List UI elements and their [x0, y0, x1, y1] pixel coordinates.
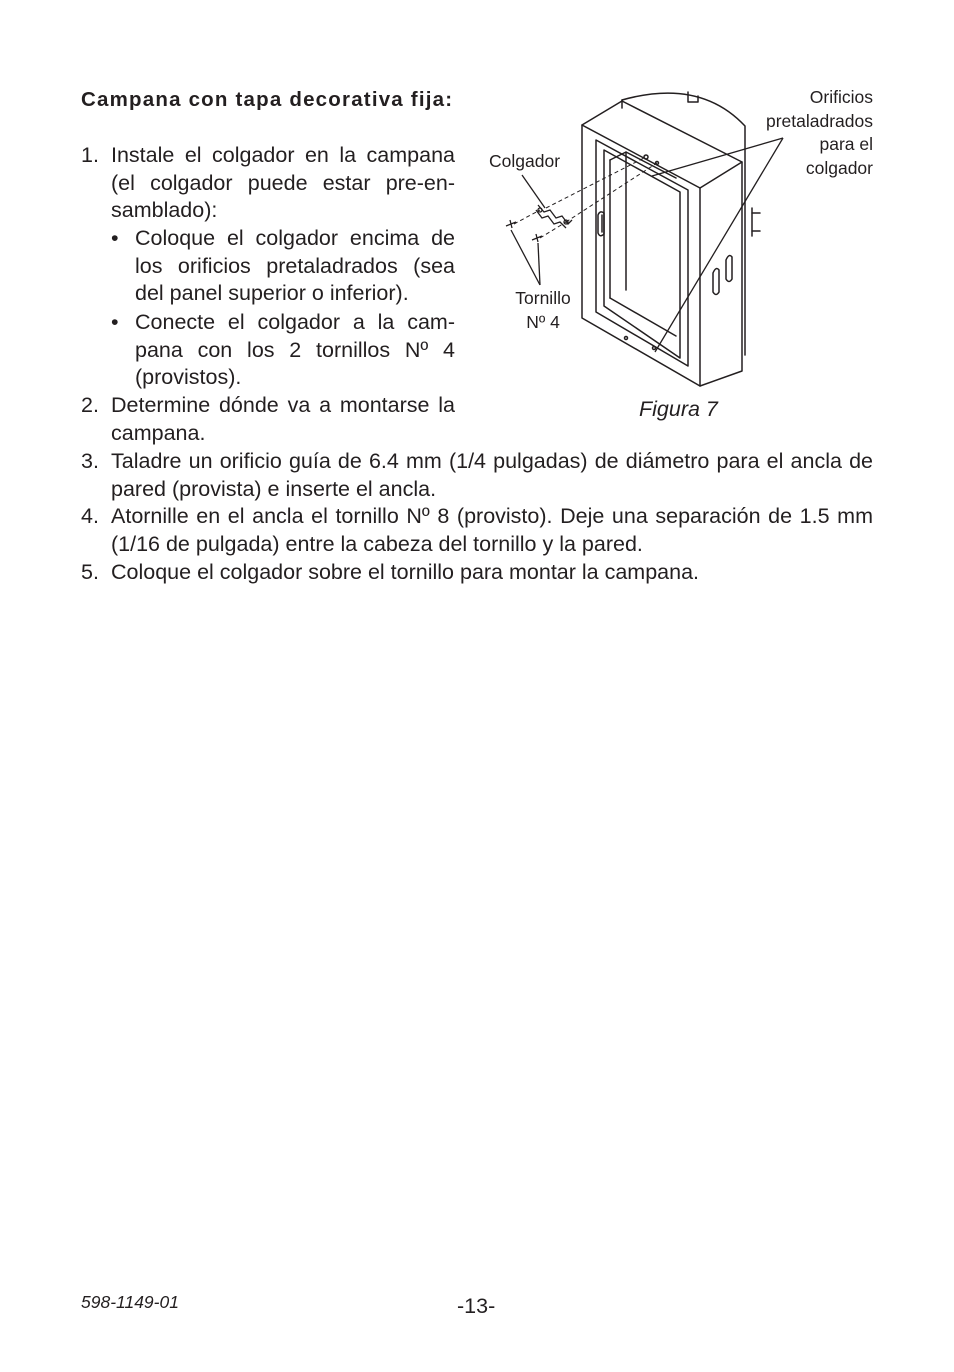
- step-text: Instale el colgador en la campana (el colgador puede estar pre-en-samblado):: [111, 143, 455, 223]
- bullet-icon: •: [111, 226, 119, 250]
- holes-label: [745, 86, 873, 180]
- step-text: Atornille en el ancla el tornillo Nº 8 (provisto). Deje una separación de 1.5 mm (1/16 de pulgada) entre la cabeza del tornillo y la pared.: [111, 504, 873, 556]
- step-number: 3.: [81, 449, 99, 473]
- screw-label: [511, 287, 575, 334]
- section-heading: Campana con tapa decorativa fija:: [81, 88, 454, 111]
- bullet-icon: •: [111, 310, 119, 334]
- hanger-label: Colgador: [489, 151, 561, 171]
- step-number: 4.: [81, 504, 99, 528]
- holes-label-line: para el: [819, 134, 873, 154]
- figure-caption: Figura 7: [639, 397, 718, 421]
- step-number: 1.: [81, 143, 99, 167]
- step-text: Determine dónde va a montarse la campana.: [111, 393, 455, 445]
- page-number: -13-: [457, 1294, 496, 1318]
- step-text: Coloque el colgador sobre el tornillo para montar la campana.: [111, 560, 700, 584]
- holes-label-line: Orificios: [809, 87, 873, 107]
- step-text: Taladre un orificio guía de 6.4 mm (1/4 pulgadas) de diámetro para el ancla de pared (provista) e inserte el ancla.: [111, 449, 873, 501]
- screw-label-line: Nº 4: [526, 311, 560, 332]
- substep-text: Conecte el colgador a la cam-pana con los 2 tornillos Nº 4 (provistos).: [135, 310, 455, 390]
- holes-label-line: pretaladrados: [765, 110, 873, 131]
- step-number: 5.: [81, 560, 99, 584]
- document-code: 598-1149-01: [81, 1292, 179, 1312]
- holes-label-line: colgador: [805, 157, 873, 178]
- step-number: 2.: [81, 393, 99, 417]
- substep-text: Coloque el colgador encima de los orificios pretaladrados (sea del panel superior o inferior).: [135, 226, 455, 306]
- screw-label-line: Tornillo: [515, 288, 571, 308]
